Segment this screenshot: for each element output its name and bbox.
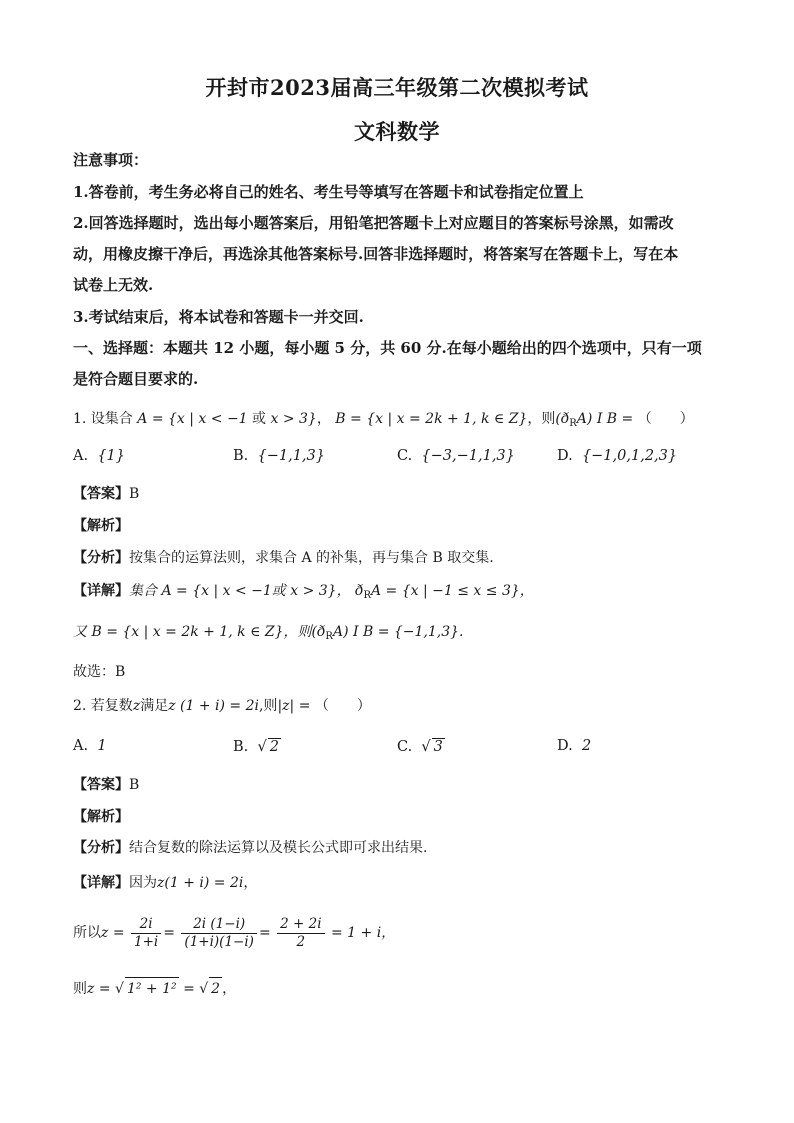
q1-detail-comp-tail: A = {x | −1 ≤ x ≤ 3}， xyxy=(371,583,534,599)
q1-detail-a: 集合 A = {x | x < −1或 x > 3}， xyxy=(129,583,351,599)
notice-item-2-text-2: 动，用橡皮擦干净后，再选涂其他答案标号.回答非选择题时，将答案写在答题卡上，写在本 xyxy=(73,245,679,263)
q2-detail-2-result: = 1 + i， xyxy=(330,925,396,941)
notice-item-2-line-3 xyxy=(73,274,733,296)
notice-heading: 注意事项： xyxy=(73,151,149,169)
q1-answer-tag: 【答案】 xyxy=(73,486,129,502)
q2-fraction-2 xyxy=(181,916,257,951)
q2-option-c-value: 3 xyxy=(433,739,443,755)
q1-detail-2-expr: (ð xyxy=(311,624,326,640)
q2-option-b xyxy=(233,738,281,755)
q1-detail-comp-sub: R xyxy=(363,590,371,601)
q2-fraction-1-num: 2i xyxy=(131,916,161,934)
q1-paren: （ ） xyxy=(637,411,694,427)
q2-detail-2-prefix: 所以 xyxy=(73,925,101,941)
q1-expr-sub: R xyxy=(569,418,577,429)
q1-option-b-label: B. xyxy=(233,448,249,464)
q2-answer xyxy=(73,774,733,796)
q1-detail-2 xyxy=(73,621,733,648)
q2-option-d-label: D. xyxy=(557,738,573,754)
q1-answer-value: B xyxy=(129,486,140,502)
q2-option-c xyxy=(397,738,445,755)
q2-detail-1-eq: z(1 + i) = 2i xyxy=(157,875,244,891)
q2-answer-tag: 【答案】 xyxy=(73,777,129,793)
q1-option-c xyxy=(397,448,515,464)
q1-option-c-label: C. xyxy=(397,448,413,464)
q1-answer xyxy=(73,483,733,505)
q1-stem-prefix: 1. 设集合 xyxy=(73,411,133,427)
q2-stem xyxy=(73,695,733,717)
q1-detail-comp: ð xyxy=(355,583,364,599)
q2-fenxi-text: 结合复数的除法运算以及模长公式即可求出结果. xyxy=(129,840,428,856)
notice-item-3-text: 3.考试结束后，将本试卷和答题卡一并交回. xyxy=(73,308,364,326)
q1-option-a-value: {1} xyxy=(97,448,125,464)
q1-expr: (ð xyxy=(555,411,570,427)
q1-set-b: B = {x | x = 2k + 1, k ∈ Z} xyxy=(335,411,528,427)
q1-option-b-value: {−1,1,3} xyxy=(257,448,325,464)
q2-stem-eq: z (1 + i) = 2i xyxy=(168,698,259,714)
q1-detail-2-tail: A) I B = {−1,1,3}. xyxy=(332,624,464,640)
q1-stem xyxy=(73,408,733,435)
sqrt-icon: √ xyxy=(199,981,209,997)
q2-fraction-2-num: 2i (1−i) xyxy=(181,916,257,934)
q2-fraction-3 xyxy=(277,916,324,951)
notice-item-1 xyxy=(73,181,733,203)
q1-fenxi xyxy=(73,547,733,569)
q2-detail-2-z: z = xyxy=(101,925,125,941)
notice-item-3 xyxy=(73,306,733,328)
section-1-line-2: 是符合题目要求的. xyxy=(73,370,199,388)
q2-fraction-3-den: 2 xyxy=(296,933,306,950)
q2-fenxi xyxy=(73,837,733,859)
q1-option-c-value: {−3,−1,1,3} xyxy=(421,448,515,464)
q2-option-a xyxy=(73,738,107,754)
q2-detail-1-tail: ， xyxy=(243,875,258,891)
q2-detail-3-sqrt: 1² + 1² xyxy=(125,977,179,1000)
q2-answer-value: B xyxy=(129,777,140,793)
sqrt-icon: √ xyxy=(421,739,431,755)
q1-option-b xyxy=(233,448,325,464)
q2-option-b-value: 2 xyxy=(269,739,279,755)
q1-then-word: ，则 xyxy=(527,411,556,427)
q2-detail-2: 所以z = $\frac{2i}{1+i}$ = $\frac{2i (1-i)}{(1+i)(1-i)}$ = $\frac{2 + 2i}{2}$ = 1 + i， xyxy=(73,915,396,950)
q1-comma: ， xyxy=(316,411,331,427)
notice-item-2-text-3: 试卷上无效. xyxy=(73,276,154,294)
sqrt-icon: √ xyxy=(115,981,124,997)
q1-expr-tail: A) I B = xyxy=(576,411,634,427)
q1-detail-2-sub: R xyxy=(325,631,333,642)
notice-item-2-text-1: 2.回答选择题时，选出每小题答案后，用铅笔把答题卡上对应题目的答案标号涂黑，如需改 xyxy=(73,214,674,232)
q2-fraction-2-den: (1+i)(1−i) xyxy=(184,933,254,950)
q2-fraction-1 xyxy=(131,916,161,951)
section-1-line-1: 一、选择题：本题共 12 小题，每小题 5 分，共 60 分.在每小题给出的四个选项中，只有一项 xyxy=(73,339,702,357)
q2-fenxi-tag: 【分析】 xyxy=(73,840,129,856)
exam-title: 开封市2023届高三年级第二次模拟考试 xyxy=(205,75,589,100)
q2-stem-z: z xyxy=(132,698,141,714)
q1-detail-2-prefix: 又 B = {x | x = 2k + 1, k ∈ Z}，则 xyxy=(73,624,312,640)
q2-option-a-label: A. xyxy=(73,738,89,754)
q1-option-a-label: A. xyxy=(73,448,89,464)
q1-analysis-tag: 【解析】 xyxy=(73,518,129,534)
q2-stem-prefix: 2. 若复数 xyxy=(73,698,133,714)
q2-detail-3-z: z = xyxy=(87,981,111,997)
q1-option-d-label: D. xyxy=(557,448,573,464)
q2-detail-1-prefix: 因为 xyxy=(129,875,157,891)
q2-detail-1 xyxy=(73,872,733,894)
q1-or-word: 或 xyxy=(252,411,267,427)
q2-detail-3-tail: ， xyxy=(222,981,237,997)
q1-option-d-value: {−1,0,1,2,3} xyxy=(581,448,678,464)
notice-item-1-text: 1.答卷前，考生务必将自己的姓名、考生号等填写在答题卡和试卷指定位置上 xyxy=(73,183,584,201)
q2-option-d-value: 2 xyxy=(581,738,592,754)
q2-detail-3-eq: = xyxy=(183,981,195,997)
q2-fraction-1-den: 1+i xyxy=(134,933,159,950)
sqrt-icon: √ xyxy=(257,739,267,755)
q1-detail xyxy=(73,580,733,607)
q2-detail-3-sqrt2: 2 xyxy=(209,977,222,1000)
q1-detail-tag: 【详解】 xyxy=(73,583,129,599)
q1-fenxi-tag: 【分析】 xyxy=(73,550,129,566)
notice-item-2-line-2 xyxy=(73,243,733,265)
q2-detail-3 xyxy=(73,977,733,1000)
q2-analysis-tag: 【解析】 xyxy=(73,809,129,825)
q2-option-a-value: 1 xyxy=(97,738,107,754)
q1-fenxi-text: 按集合的运算法则，求集合 A 的补集，再与集合 B 取交集. xyxy=(129,550,494,566)
q2-paren: （ ） xyxy=(314,698,371,714)
q2-fraction-3-num: 2 + 2i xyxy=(277,916,324,934)
q2-stem-tail: ,则 xyxy=(258,698,278,714)
q2-option-c-label: C. xyxy=(397,739,413,755)
q2-detail-tag: 【详解】 xyxy=(73,875,129,891)
q2-stem-mod: |z| = xyxy=(277,698,311,714)
q2-option-b-label: B. xyxy=(233,739,249,755)
q2-option-d xyxy=(557,738,591,754)
q1-option-a xyxy=(73,448,125,464)
q1-set-a: A = {x | x < −1 xyxy=(137,411,248,427)
q1-set-a-tail: x > 3} xyxy=(270,411,317,427)
exam-subject: 文科数学 xyxy=(354,119,440,144)
notice-item-2-line-1 xyxy=(73,212,733,234)
q1-option-d xyxy=(557,448,677,464)
q1-conclusion: 故选：B xyxy=(73,664,126,680)
q2-stem-mid: 满足 xyxy=(140,698,169,714)
q2-detail-3-prefix: 则 xyxy=(73,981,87,997)
